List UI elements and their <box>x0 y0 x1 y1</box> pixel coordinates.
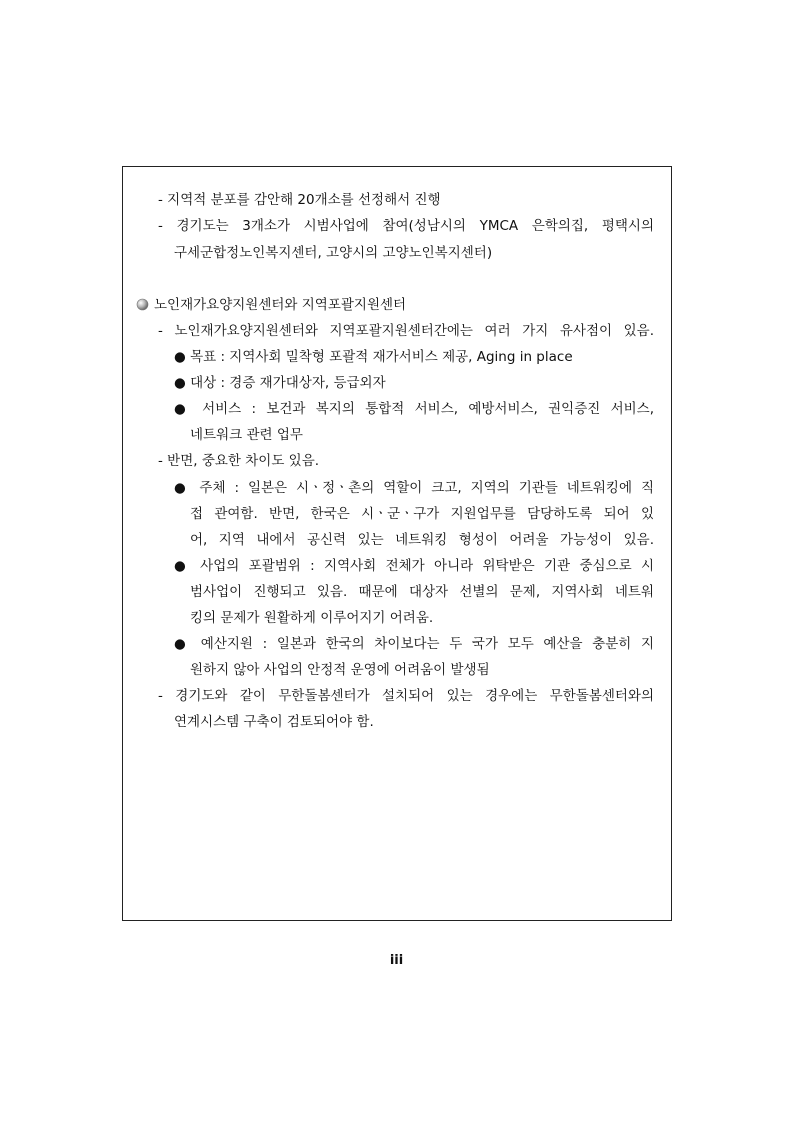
similarity-item: ● 목표 : 지역사회 밀착형 포괄적 재가서비스 제공, Aging in place <box>174 349 573 365</box>
intro-item: - 지역적 분포를 감안해 20개소를 선정해서 진행 <box>158 192 441 208</box>
difference-item-continuation: 범사업이 진행되고 있음. 때문에 대상자 선별의 문제, 지역사회 네트워 <box>190 584 654 600</box>
orb-bullet-icon <box>136 298 149 311</box>
difference-item-continuation: 킹의 문제가 원활하게 이루어지기 어려움. <box>190 610 434 626</box>
conclusion-item: - 경기도와 같이 무한돌봄센터가 설치되어 있는 경우에는 무한돌봄센터와의 <box>158 688 654 704</box>
section-heading: 노인재가요양지원센터와 지역포괄지원센터 <box>154 297 407 313</box>
difference-item-continuation: 원하지 않아 사업의 안정적 운영에 어려움이 발생됨 <box>190 662 490 678</box>
similarity-item-continuation: 네트워크 관련 업무 <box>190 427 303 443</box>
similarity-item: ● 서비스 : 보건과 복지의 통합적 서비스, 예방서비스, 권익증진 서비스, <box>174 401 654 417</box>
difference-item: ● 예산지원 : 일본과 한국의 차이보다는 두 국가 모두 예산을 충분히 지 <box>174 636 654 652</box>
similarity-intro: - 노인재가요양지원센터와 지역포괄지원센터간에는 여러 가지 유사점이 있음. <box>158 323 654 339</box>
conclusion-item-continuation: 연계시스템 구축이 검토되어야 함. <box>174 714 374 730</box>
intro-item-continuation: 구세군합정노인복지센터, 고양시의 고양노인복지센터) <box>174 245 493 261</box>
intro-item: - 경기도는 3개소가 시범사업에 참여(성남시의 YMCA 은학의집, 평택시의 <box>158 218 654 234</box>
similarity-item: ● 대상 : 경증 재가대상자, 등급외자 <box>174 375 386 391</box>
difference-intro: - 반면, 중요한 차이도 있음. <box>158 453 320 469</box>
difference-item: ● 주체 : 일본은 시ㆍ정ㆍ촌의 역할이 크고, 지역의 기관들 네트워킹에 직 <box>174 480 654 496</box>
difference-item: ● 사업의 포괄범위 : 지역사회 전체가 아니라 위탁받은 기관 중심으로 시 <box>174 558 654 574</box>
difference-item-continuation: 접 관여함. 반면, 한국은 시ㆍ군ㆍ구가 지원업무를 담당하도록 되어 있 <box>190 506 654 522</box>
page-number: iii <box>389 953 404 968</box>
difference-item-continuation: 어, 지역 내에서 공신력 있는 네트워킹 형성이 어려울 가능성이 있음. <box>190 532 654 548</box>
